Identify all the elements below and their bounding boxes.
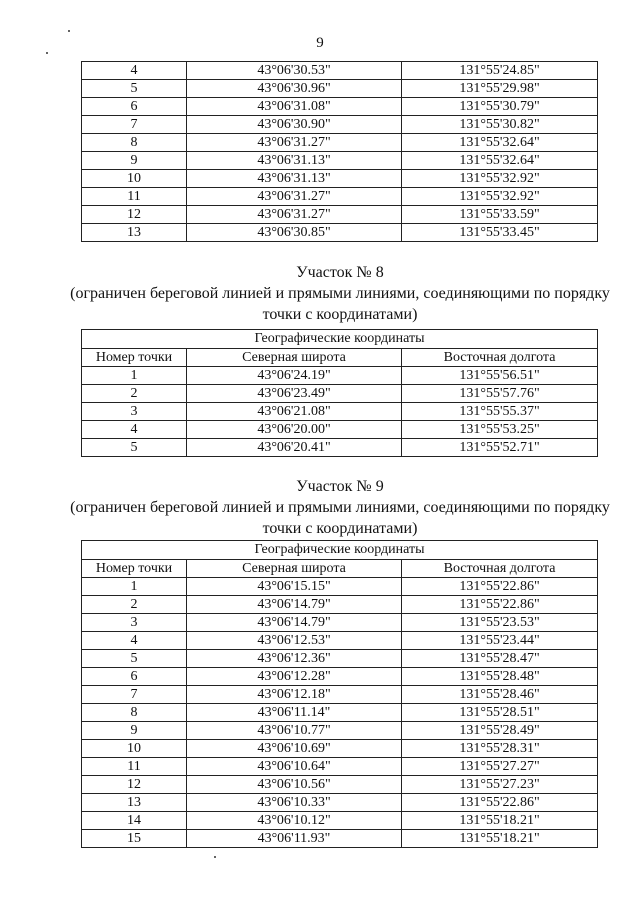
point-number-cell: 4 bbox=[82, 421, 187, 439]
longitude-cell: 131°55'29.98" bbox=[402, 80, 598, 98]
longitude-cell: 131°55'30.82" bbox=[402, 116, 598, 134]
table-row bbox=[82, 722, 598, 740]
section-9-coordinates-table bbox=[81, 540, 598, 848]
longitude-cell: 131°55'22.86" bbox=[402, 596, 598, 614]
latitude-cell: 43°06'30.96" bbox=[187, 80, 402, 98]
longitude-cell: 131°55'55.37" bbox=[402, 403, 598, 421]
table-row bbox=[82, 596, 598, 614]
longitude-cell: 131°55'24.85" bbox=[402, 62, 598, 80]
latitude-cell: 43°06'11.93" bbox=[187, 830, 402, 848]
point-number-cell: 10 bbox=[82, 740, 187, 758]
table-row bbox=[82, 421, 598, 439]
point-number-cell: 3 bbox=[82, 614, 187, 632]
longitude-header: Восточная долгота bbox=[402, 349, 598, 367]
longitude-cell: 131°55'52.71" bbox=[402, 439, 598, 457]
longitude-cell: 131°55'27.27" bbox=[402, 758, 598, 776]
point-number-cell: 1 bbox=[82, 367, 187, 385]
latitude-cell: 43°06'10.77" bbox=[187, 722, 402, 740]
point-number-cell: 12 bbox=[82, 776, 187, 794]
latitude-header: Северная широта bbox=[187, 560, 402, 578]
point-number-cell: 15 bbox=[82, 830, 187, 848]
latitude-cell: 43°06'31.27" bbox=[187, 134, 402, 152]
latitude-cell: 43°06'30.85" bbox=[187, 224, 402, 242]
point-number-cell: 8 bbox=[82, 704, 187, 722]
longitude-cell: 131°55'33.59" bbox=[402, 206, 598, 224]
latitude-cell: 43°06'10.56" bbox=[187, 776, 402, 794]
point-number-cell: 5 bbox=[82, 439, 187, 457]
point-number-cell: 5 bbox=[82, 650, 187, 668]
latitude-cell: 43°06'20.00" bbox=[187, 421, 402, 439]
table-row bbox=[82, 367, 598, 385]
point-number-cell: 11 bbox=[82, 758, 187, 776]
longitude-cell: 131°55'22.86" bbox=[402, 794, 598, 812]
latitude-cell: 43°06'31.08" bbox=[187, 98, 402, 116]
latitude-cell: 43°06'30.90" bbox=[187, 116, 402, 134]
longitude-cell: 131°55'27.23" bbox=[402, 776, 598, 794]
section-8-note-line-1: (ограничен береговой линией и прямыми линиями, соединяющими по порядку bbox=[70, 285, 610, 302]
longitude-cell: 131°55'23.44" bbox=[402, 632, 598, 650]
longitude-cell: 131°55'53.25" bbox=[402, 421, 598, 439]
point-number-cell: 6 bbox=[82, 98, 187, 116]
section-9-heading-block bbox=[60, 476, 620, 539]
section-9-note-line-2: точки с координатами) bbox=[262, 520, 418, 537]
table-group-header-row bbox=[82, 541, 598, 560]
table-row bbox=[82, 578, 598, 596]
longitude-cell: 131°55'22.86" bbox=[402, 578, 598, 596]
table-row bbox=[82, 188, 598, 206]
latitude-cell: 43°06'31.27" bbox=[187, 188, 402, 206]
table-header-row bbox=[82, 560, 598, 578]
point-number-cell: 3 bbox=[82, 403, 187, 421]
table-row bbox=[82, 668, 598, 686]
table-header-row bbox=[82, 349, 598, 367]
geographic-coordinates-header: Географические координаты bbox=[82, 541, 598, 560]
longitude-cell: 131°55'28.51" bbox=[402, 704, 598, 722]
table-group-header-row bbox=[82, 330, 598, 349]
table-row bbox=[82, 62, 598, 80]
longitude-cell: 131°55'28.48" bbox=[402, 668, 598, 686]
longitude-cell: 131°55'32.64" bbox=[402, 134, 598, 152]
longitude-cell: 131°55'28.46" bbox=[402, 686, 598, 704]
table-row bbox=[82, 403, 598, 421]
longitude-cell: 131°55'28.31" bbox=[402, 740, 598, 758]
point-number-cell: 12 bbox=[82, 206, 187, 224]
point-number-cell: 13 bbox=[82, 224, 187, 242]
table-row bbox=[82, 632, 598, 650]
scan-speck bbox=[214, 856, 216, 858]
point-number-cell: 6 bbox=[82, 668, 187, 686]
geographic-coordinates-header: Географические координаты bbox=[82, 330, 598, 349]
table-row bbox=[82, 704, 598, 722]
longitude-cell: 131°55'32.92" bbox=[402, 170, 598, 188]
longitude-cell: 131°55'23.53" bbox=[402, 614, 598, 632]
latitude-cell: 43°06'12.18" bbox=[187, 686, 402, 704]
table-row bbox=[82, 812, 598, 830]
longitude-cell: 131°55'56.51" bbox=[402, 367, 598, 385]
table-row bbox=[82, 224, 598, 242]
table-row bbox=[82, 98, 598, 116]
longitude-cell: 131°55'18.21" bbox=[402, 830, 598, 848]
table-row bbox=[82, 686, 598, 704]
longitude-cell: 131°55'32.92" bbox=[402, 188, 598, 206]
table-row bbox=[82, 794, 598, 812]
latitude-cell: 43°06'31.27" bbox=[187, 206, 402, 224]
latitude-cell: 43°06'24.19" bbox=[187, 367, 402, 385]
table-row bbox=[82, 614, 598, 632]
longitude-cell: 131°55'32.64" bbox=[402, 152, 598, 170]
point-number-cell: 1 bbox=[82, 578, 187, 596]
latitude-cell: 43°06'14.79" bbox=[187, 614, 402, 632]
longitude-cell: 131°55'33.45" bbox=[402, 224, 598, 242]
latitude-cell: 43°06'10.69" bbox=[187, 740, 402, 758]
point-number-cell: 5 bbox=[82, 80, 187, 98]
longitude-cell: 131°55'28.49" bbox=[402, 722, 598, 740]
point-number-cell: 4 bbox=[82, 62, 187, 80]
latitude-cell: 43°06'31.13" bbox=[187, 170, 402, 188]
point-number-cell: 4 bbox=[82, 632, 187, 650]
latitude-cell: 43°06'14.79" bbox=[187, 596, 402, 614]
section-8-heading-block bbox=[60, 262, 620, 325]
point-number-cell: 2 bbox=[82, 385, 187, 403]
latitude-cell: 43°06'10.64" bbox=[187, 758, 402, 776]
latitude-cell: 43°06'20.41" bbox=[187, 439, 402, 457]
longitude-cell: 131°55'28.47" bbox=[402, 650, 598, 668]
latitude-cell: 43°06'12.53" bbox=[187, 632, 402, 650]
section-8-note-line-2: точки с координатами) bbox=[262, 306, 418, 323]
table-row bbox=[82, 134, 598, 152]
point-number-header: Номер точки bbox=[82, 349, 187, 367]
table-row bbox=[82, 116, 598, 134]
section-8-title: Участок № 8 bbox=[296, 264, 384, 281]
longitude-cell: 131°55'57.76" bbox=[402, 385, 598, 403]
scan-speck bbox=[68, 30, 70, 32]
latitude-cell: 43°06'10.33" bbox=[187, 794, 402, 812]
page-number: 9 bbox=[316, 35, 324, 51]
latitude-cell: 43°06'12.28" bbox=[187, 668, 402, 686]
point-number-cell: 11 bbox=[82, 188, 187, 206]
section-9-note-line-1: (ограничен береговой линией и прямыми линиями, соединяющими по порядку bbox=[70, 499, 610, 516]
longitude-header: Восточная долгота bbox=[402, 560, 598, 578]
table-row bbox=[82, 170, 598, 188]
table-row bbox=[82, 439, 598, 457]
scan-speck bbox=[46, 52, 48, 54]
section-9-title: Участок № 9 bbox=[296, 478, 384, 495]
latitude-cell: 43°06'12.36" bbox=[187, 650, 402, 668]
point-number-cell: 7 bbox=[82, 686, 187, 704]
latitude-cell: 43°06'10.12" bbox=[187, 812, 402, 830]
table-row bbox=[82, 740, 598, 758]
table-row bbox=[82, 758, 598, 776]
table-row bbox=[82, 80, 598, 98]
point-number-cell: 13 bbox=[82, 794, 187, 812]
table-row bbox=[82, 830, 598, 848]
latitude-cell: 43°06'30.53" bbox=[187, 62, 402, 80]
section-8-coordinates-table bbox=[81, 329, 598, 457]
point-number-cell: 7 bbox=[82, 116, 187, 134]
latitude-cell: 43°06'21.08" bbox=[187, 403, 402, 421]
coordinates-table-continued bbox=[81, 61, 598, 242]
point-number-cell: 9 bbox=[82, 152, 187, 170]
latitude-cell: 43°06'11.14" bbox=[187, 704, 402, 722]
latitude-cell: 43°06'23.49" bbox=[187, 385, 402, 403]
point-number-cell: 9 bbox=[82, 722, 187, 740]
point-number-cell: 2 bbox=[82, 596, 187, 614]
table-row bbox=[82, 385, 598, 403]
table-row bbox=[82, 776, 598, 794]
point-number-cell: 10 bbox=[82, 170, 187, 188]
point-number-cell: 8 bbox=[82, 134, 187, 152]
table-row bbox=[82, 152, 598, 170]
point-number-header: Номер точки bbox=[82, 560, 187, 578]
table-row bbox=[82, 206, 598, 224]
latitude-header: Северная широта bbox=[187, 349, 402, 367]
longitude-cell: 131°55'30.79" bbox=[402, 98, 598, 116]
point-number-cell: 14 bbox=[82, 812, 187, 830]
latitude-cell: 43°06'15.15" bbox=[187, 578, 402, 596]
table-row bbox=[82, 650, 598, 668]
longitude-cell: 131°55'18.21" bbox=[402, 812, 598, 830]
latitude-cell: 43°06'31.13" bbox=[187, 152, 402, 170]
